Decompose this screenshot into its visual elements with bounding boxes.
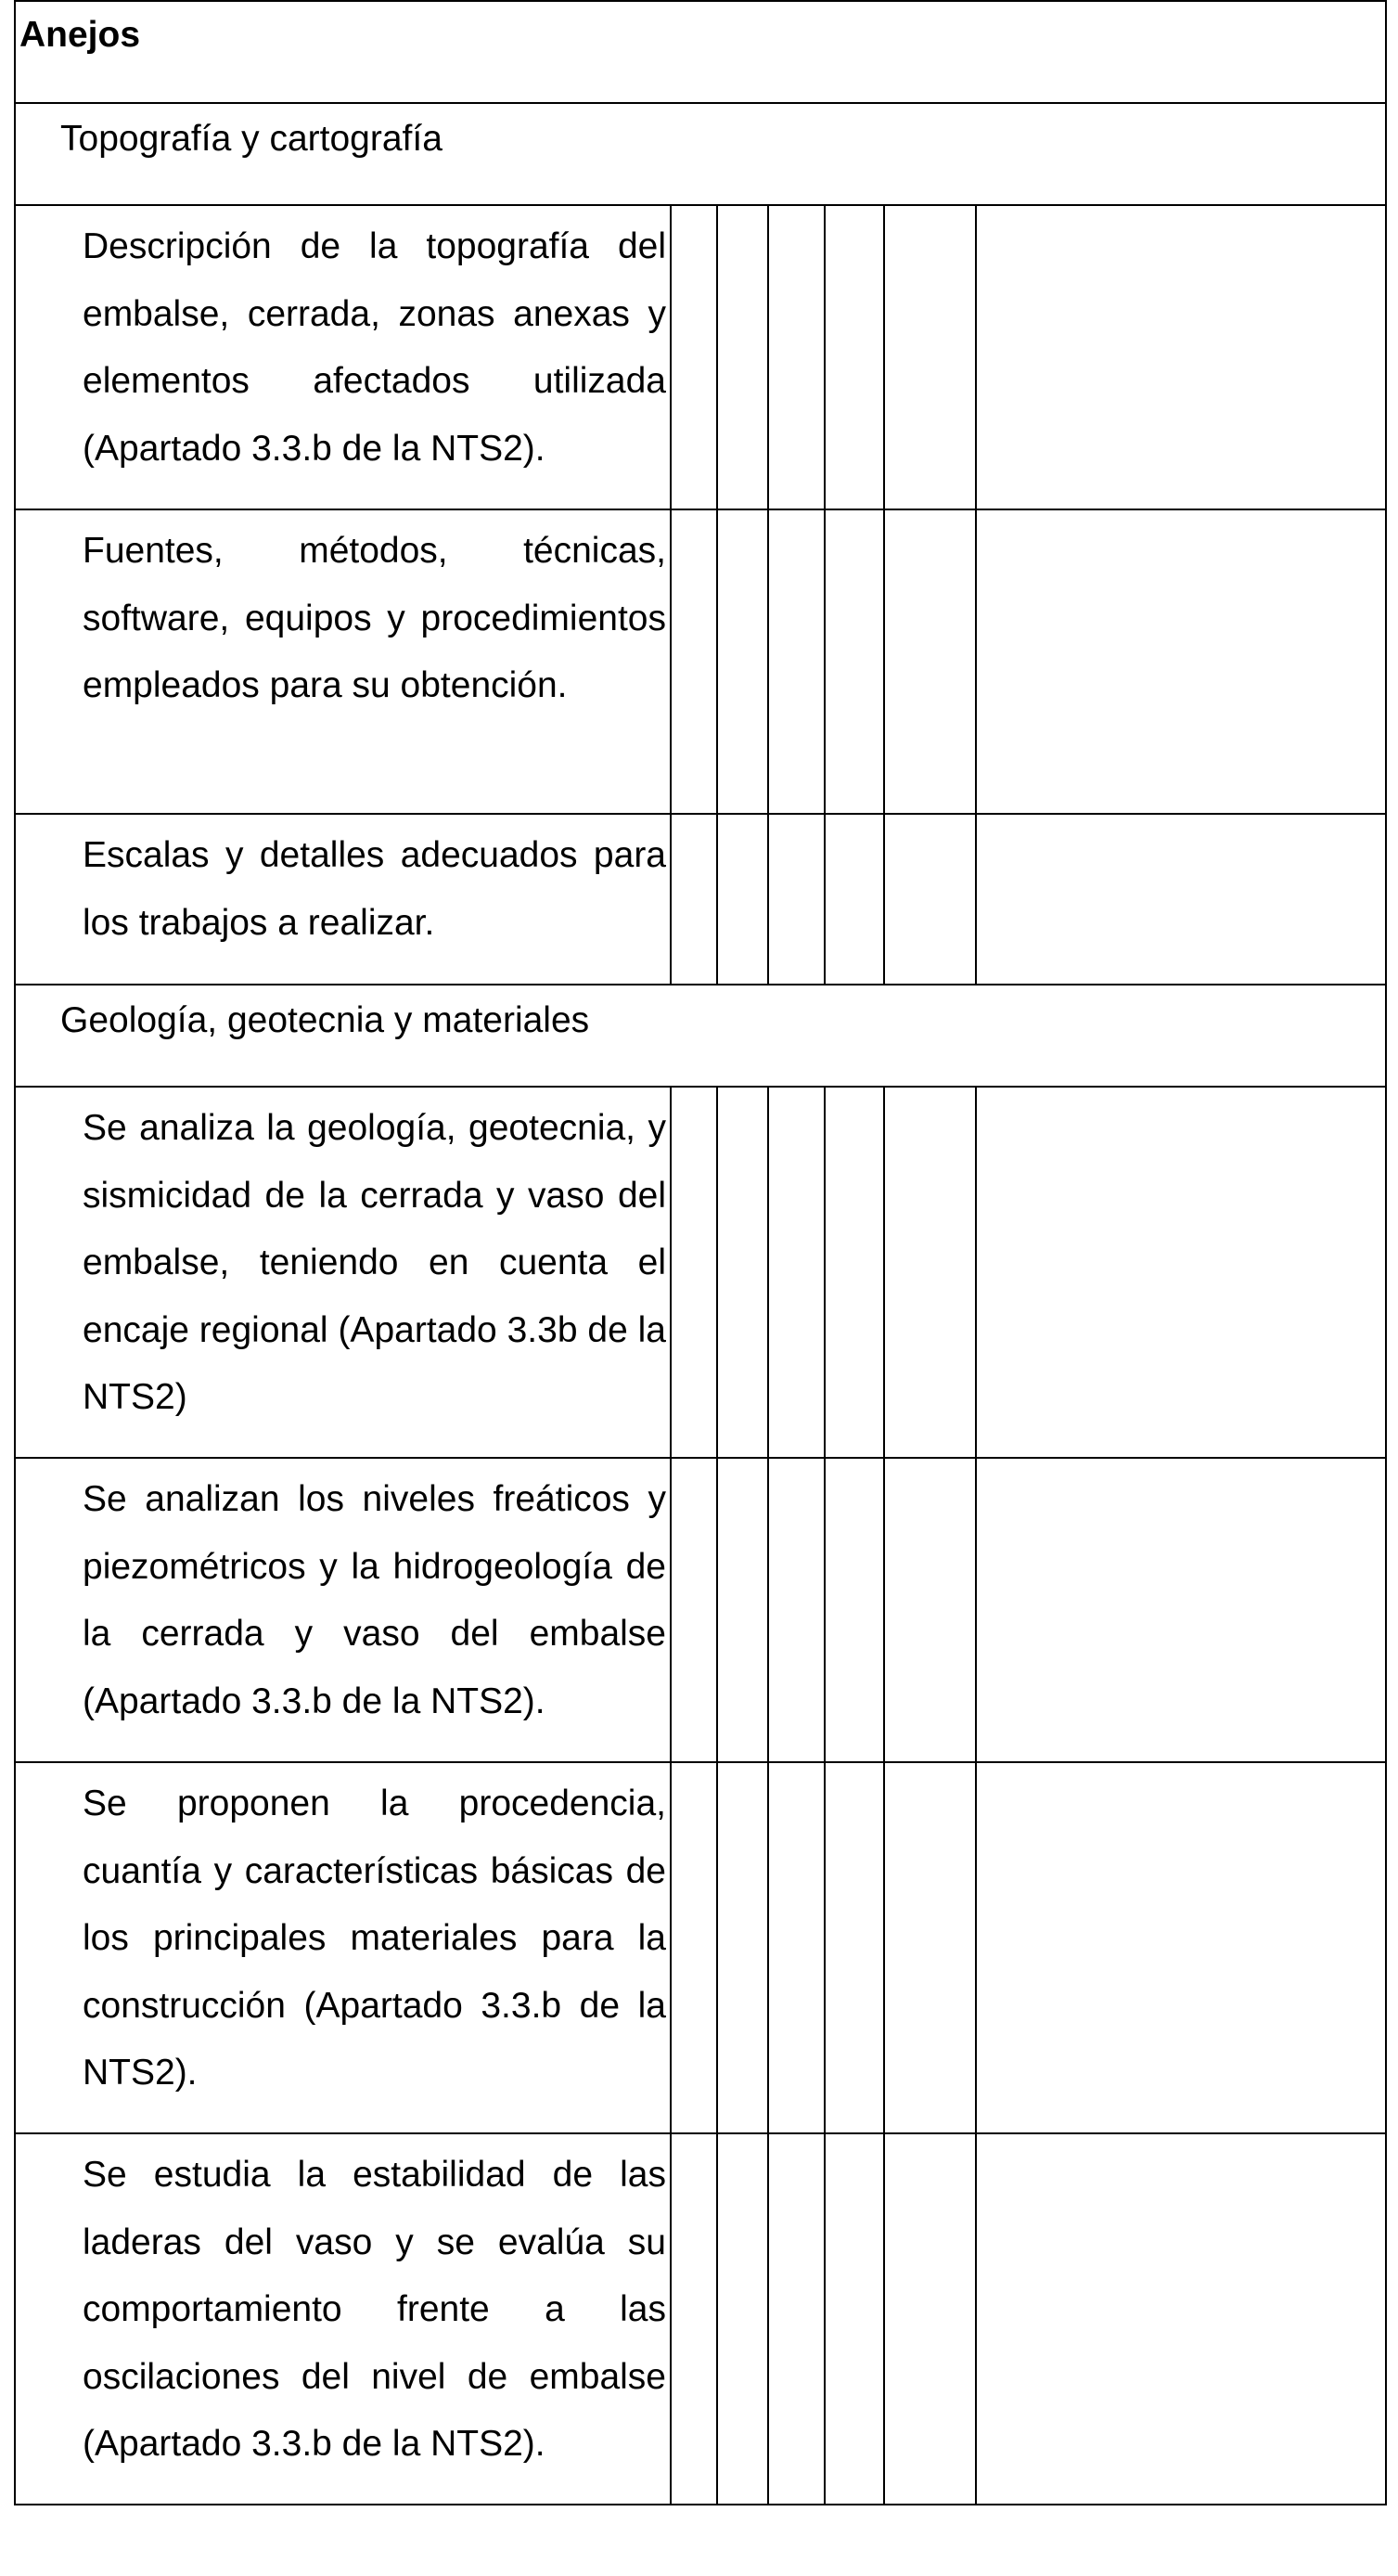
check-cell-4[interactable] <box>825 2133 884 2505</box>
comment-cell[interactable] <box>976 1762 1386 2133</box>
checklist-item-row <box>15 205 1386 509</box>
check-cell-4[interactable] <box>825 205 884 509</box>
check-cell-5[interactable] <box>884 1458 976 1762</box>
comment-cell[interactable] <box>976 1458 1386 1762</box>
check-cell-5[interactable] <box>884 814 976 985</box>
section-header-row <box>15 1 1386 103</box>
check-cell-3[interactable] <box>768 1458 825 1762</box>
item-description: Fuentes, métodos, técnicas, software, equipos y procedimientos empleados para su obtención. <box>15 509 671 814</box>
check-cell-2[interactable] <box>717 1458 768 1762</box>
comment-cell[interactable] <box>976 2133 1386 2505</box>
item-description: Descripción de la topografía del embalse, cerrada, zonas anexas y elementos afectados utilizada (Apartado 3.3.b de la NTS2). <box>15 205 671 509</box>
check-cell-1[interactable] <box>671 205 717 509</box>
check-cell-2[interactable] <box>717 1087 768 1458</box>
check-cell-4[interactable] <box>825 509 884 814</box>
check-cell-3[interactable] <box>768 509 825 814</box>
check-cell-1[interactable] <box>671 2133 717 2505</box>
check-cell-2[interactable] <box>717 814 768 985</box>
comment-cell[interactable] <box>976 205 1386 509</box>
check-cell-1[interactable] <box>671 1458 717 1762</box>
check-cell-3[interactable] <box>768 2133 825 2505</box>
checklist-item-row <box>15 1458 1386 1762</box>
check-cell-1[interactable] <box>671 1762 717 2133</box>
check-cell-3[interactable] <box>768 814 825 985</box>
checklist-item-row <box>15 2133 1386 2505</box>
subsection-cell <box>15 985 1386 1087</box>
subsection-title-topografia: Topografía y cartografía <box>60 119 442 159</box>
item-description: Se estudia la estabilidad de las laderas del vaso y se evalúa su comportamiento frente a las oscilaciones del nivel de embalse (Apartado 3.3.b de la NTS2). <box>15 2133 671 2505</box>
check-cell-4[interactable] <box>825 1087 884 1458</box>
comment-cell[interactable] <box>976 814 1386 985</box>
subsection-row <box>15 103 1386 205</box>
checklist-item-row <box>15 1087 1386 1458</box>
item-description: Escalas y detalles adecuados para los trabajos a realizar. <box>15 814 671 985</box>
checklist-item-row <box>15 814 1386 985</box>
section-title: Anejos <box>19 15 141 55</box>
subsection-cell <box>15 103 1386 205</box>
check-cell-4[interactable] <box>825 1762 884 2133</box>
check-cell-4[interactable] <box>825 814 884 985</box>
check-cell-3[interactable] <box>768 1087 825 1458</box>
check-cell-5[interactable] <box>884 1762 976 2133</box>
check-cell-2[interactable] <box>717 2133 768 2505</box>
check-cell-2[interactable] <box>717 1762 768 2133</box>
check-cell-1[interactable] <box>671 1087 717 1458</box>
check-cell-5[interactable] <box>884 509 976 814</box>
check-cell-3[interactable] <box>768 1762 825 2133</box>
check-cell-5[interactable] <box>884 2133 976 2505</box>
check-cell-5[interactable] <box>884 1087 976 1458</box>
check-cell-4[interactable] <box>825 1458 884 1762</box>
checklist-table <box>14 0 1387 2505</box>
item-description: Se proponen la procedencia, cuantía y características básicas de los principales materiales para la construcción (Apartado 3.3.b de la NTS2). <box>15 1762 671 2133</box>
subsection-title-geologia: Geología, geotecnia y materiales <box>60 1000 590 1040</box>
check-cell-2[interactable] <box>717 509 768 814</box>
comment-cell[interactable] <box>976 1087 1386 1458</box>
section-header-cell <box>15 1 1386 103</box>
check-cell-1[interactable] <box>671 814 717 985</box>
checklist-item-row <box>15 1762 1386 2133</box>
item-description: Se analiza la geología, geotecnia, y sismicidad de la cerrada y vaso del embalse, teniendo en cuenta el encaje regional (Apartado 3.3b de la NTS2) <box>15 1087 671 1458</box>
check-cell-3[interactable] <box>768 205 825 509</box>
comment-cell[interactable] <box>976 509 1386 814</box>
check-cell-5[interactable] <box>884 205 976 509</box>
check-cell-2[interactable] <box>717 205 768 509</box>
check-cell-1[interactable] <box>671 509 717 814</box>
subsection-row <box>15 985 1386 1087</box>
checklist-item-row <box>15 509 1386 814</box>
item-description: Se analizan los niveles freáticos y piezométricos y la hidrogeología de la cerrada y vaso del embalse (Apartado 3.3.b de la NTS2). <box>15 1458 671 1762</box>
